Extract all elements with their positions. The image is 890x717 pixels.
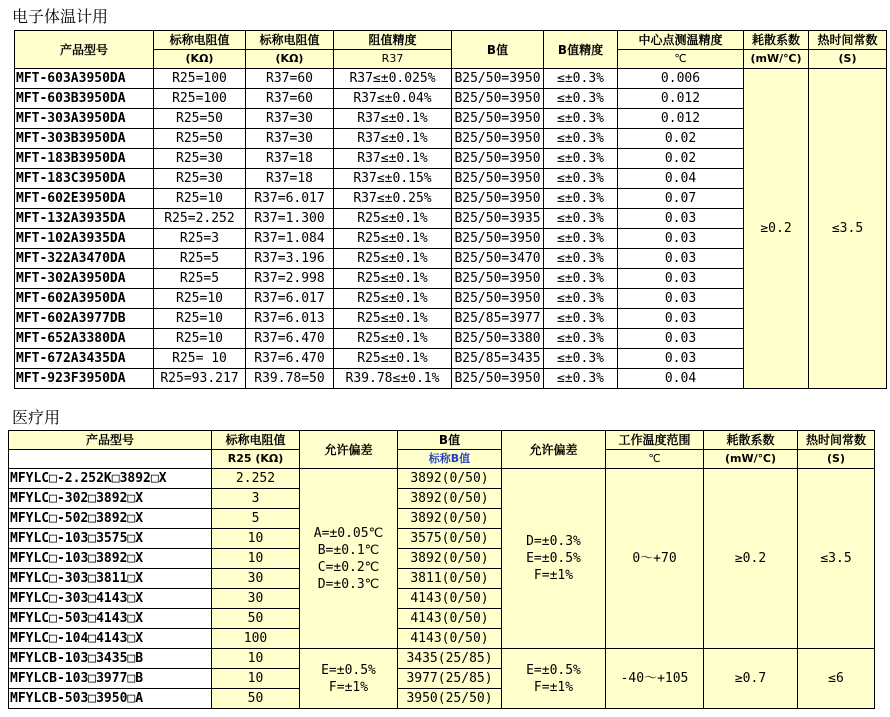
b-accuracy-cell: ≤±0.3% xyxy=(544,129,618,149)
r-accuracy-cell: R37≤±0.1% xyxy=(334,109,452,129)
center-accuracy-cell: 0.03 xyxy=(618,309,744,329)
center-accuracy-cell: 0.03 xyxy=(618,349,744,369)
r37-cell: R37=6.017 xyxy=(246,189,334,209)
b-value-cell: B25/50=3950 xyxy=(452,229,544,249)
b-accuracy-cell: ≤±0.3% xyxy=(544,169,618,189)
nominal-r-cell: 2.252 xyxy=(212,469,300,489)
subheader-r37: R37 xyxy=(334,50,452,69)
dissipation-cell: ≥0.2 xyxy=(704,469,798,649)
dissipation-cell: ≥0.7 xyxy=(704,649,798,709)
r-accuracy-cell: R37≤±0.25% xyxy=(334,189,452,209)
r37-cell: R37=30 xyxy=(246,129,334,149)
tolerance-cell xyxy=(300,469,398,649)
r-accuracy-cell: R25≤±0.1% xyxy=(334,249,452,269)
model-cell: MFT-652A3380DA xyxy=(15,329,154,349)
b-value-cell: B25/50=3950 xyxy=(452,149,544,169)
model-cell: MFT-602E3950DA xyxy=(15,189,154,209)
b-accuracy-cell: ≤±0.3% xyxy=(544,209,618,229)
subheader-unit-s: (S) xyxy=(798,450,875,469)
model-cell: MFT-183B3950DA xyxy=(15,149,154,169)
center-accuracy-cell: 0.03 xyxy=(618,249,744,269)
model-cell: MFT-132A3935DA xyxy=(15,209,154,229)
model-cell: MFYLC□-302□3892□X xyxy=(9,489,212,509)
model-cell: MFT-602A3977DB xyxy=(15,309,154,329)
center-accuracy-cell: 0.04 xyxy=(618,169,744,189)
temp-range-cell: 0～+70 xyxy=(606,469,704,649)
b-value-cell: 3977(25/85) xyxy=(398,669,502,689)
b-value-cell: B25/50=3950 xyxy=(452,289,544,309)
r-accuracy-cell: R37≤±0.04% xyxy=(334,89,452,109)
center-accuracy-cell: 0.04 xyxy=(618,369,744,389)
nominal-r-cell: 100 xyxy=(212,629,300,649)
table-row xyxy=(9,469,875,489)
nominal-r-cell: R25=10 xyxy=(154,289,246,309)
nominal-r-cell: R25=5 xyxy=(154,269,246,289)
subheader-nominal-b: 标称B值 xyxy=(398,450,502,469)
r37-cell: R37=6.470 xyxy=(246,349,334,369)
nominal-r-cell: 30 xyxy=(212,589,300,609)
subheader-unit-kohm: (KΩ) xyxy=(246,50,334,69)
nominal-r-cell: R25=10 xyxy=(154,309,246,329)
b-accuracy-cell: ≤±0.3% xyxy=(544,89,618,109)
time-constant-cell: ≤6 xyxy=(798,649,875,709)
b-value-cell: 3892(0/50) xyxy=(398,469,502,489)
col-header-b-value: B值 xyxy=(452,31,544,69)
model-cell: MFYLC□-103□3575□X xyxy=(9,529,212,549)
nominal-r-cell: 30 xyxy=(212,569,300,589)
b-value-cell: 3892(0/50) xyxy=(398,549,502,569)
r-accuracy-cell: R39.78≤±0.1% xyxy=(334,369,452,389)
r-accuracy-cell: R37≤±0.1% xyxy=(334,129,452,149)
b-value-cell: 3575(0/50) xyxy=(398,529,502,549)
nominal-r-cell: R25=50 xyxy=(154,129,246,149)
b-value-cell: B25/50=3470 xyxy=(452,249,544,269)
b-accuracy-cell: ≤±0.3% xyxy=(544,69,618,89)
nominal-r-cell: 50 xyxy=(212,689,300,709)
r37-cell: R37=1.084 xyxy=(246,229,334,249)
tolerance-line: B=±0.1℃ xyxy=(317,542,380,558)
model-cell: MFYLC□-2.252K□3892□X xyxy=(9,469,212,489)
b-value-cell: B25/50=3950 xyxy=(452,69,544,89)
section-title-thermometer: 电子体温计用 xyxy=(12,7,109,26)
model-cell: MFT-602A3950DA xyxy=(15,289,154,309)
center-accuracy-cell: 0.006 xyxy=(618,69,744,89)
col-header-center-accuracy: 中心点测温精度 xyxy=(618,31,744,50)
nominal-r-cell: 10 xyxy=(212,549,300,569)
r-accuracy-cell: R25≤±0.1% xyxy=(334,329,452,349)
time-constant-cell: ≤3.5 xyxy=(809,69,887,389)
model-cell: MFT-603A3950DA xyxy=(15,69,154,89)
b-value-cell: 3950(25/50) xyxy=(398,689,502,709)
b-value-cell: 4143(0/50) xyxy=(398,589,502,609)
b-tolerance-cell xyxy=(502,469,606,649)
r37-cell: R37=2.998 xyxy=(246,269,334,289)
r37-cell: R37=6.013 xyxy=(246,309,334,329)
center-accuracy-cell: 0.03 xyxy=(618,289,744,309)
section-title-medical: 医疗用 xyxy=(12,408,61,427)
nominal-r-cell: R25=50 xyxy=(154,109,246,129)
nominal-r-cell: 10 xyxy=(212,669,300,689)
temp-range-cell: -40～+105 xyxy=(606,649,704,709)
model-cell: MFT-303B3950DA xyxy=(15,129,154,149)
col-header-model: 产品型号 xyxy=(15,31,154,69)
col-header-nominal-r: 标称电阻值 xyxy=(212,431,300,450)
r-accuracy-cell: R37≤±0.1% xyxy=(334,149,452,169)
model-cell: MFT-303A3950DA xyxy=(15,109,154,129)
b-accuracy-cell: ≤±0.3% xyxy=(544,109,618,129)
col-header-b-accuracy: B值精度 xyxy=(544,31,618,69)
col-header-temp-range: 工作温度范围 xyxy=(606,431,704,450)
b-value-cell: B25/50=3950 xyxy=(452,369,544,389)
model-cell: MFT-923F3950DA xyxy=(15,369,154,389)
b-accuracy-cell: ≤±0.3% xyxy=(544,149,618,169)
center-accuracy-cell: 0.03 xyxy=(618,229,744,249)
subheader-unit-mw: (mW/℃) xyxy=(744,50,809,69)
b-accuracy-cell: ≤±0.3% xyxy=(544,249,618,269)
center-accuracy-cell: 0.03 xyxy=(618,329,744,349)
nominal-r-cell: R25=10 xyxy=(154,189,246,209)
r-accuracy-cell: R37≤±0.15% xyxy=(334,169,452,189)
b-value-cell: B25/50=3935 xyxy=(452,209,544,229)
model-cell: MFYLC□-502□3892□X xyxy=(9,509,212,529)
nominal-r-cell: R25= 10 xyxy=(154,349,246,369)
r-accuracy-cell: R25≤±0.1% xyxy=(334,269,452,289)
b-tolerance-line: E=±0.5% xyxy=(526,662,581,678)
subheader-unit-s: (S) xyxy=(809,50,887,69)
r-accuracy-cell: R25≤±0.1% xyxy=(334,289,452,309)
center-accuracy-cell: 0.03 xyxy=(618,209,744,229)
r37-cell: R37=3.196 xyxy=(246,249,334,269)
b-tolerance-line: F=±1% xyxy=(533,679,574,695)
r-accuracy-cell: R25≤±0.1% xyxy=(334,229,452,249)
b-value-cell: B25/50=3380 xyxy=(452,329,544,349)
b-value-cell: B25/50=3950 xyxy=(452,89,544,109)
b-value-cell: 4143(0/50) xyxy=(398,629,502,649)
subheader-unit-mw: (mW/℃) xyxy=(704,450,798,469)
b-tolerance-cell xyxy=(502,649,606,709)
nominal-r-cell: R25=30 xyxy=(154,149,246,169)
center-accuracy-cell: 0.07 xyxy=(618,189,744,209)
col-header-time-constant: 热时间常数 xyxy=(809,31,887,50)
b-accuracy-cell: ≤±0.3% xyxy=(544,349,618,369)
nominal-r-cell: 10 xyxy=(212,649,300,669)
col-header-time-constant: 热时间常数 xyxy=(798,431,875,450)
col-header-r-accuracy: 阻值精度 xyxy=(334,31,452,50)
b-value-cell: B25/85=3977 xyxy=(452,309,544,329)
medical-spec-table xyxy=(8,430,875,709)
col-header-tolerance: 允许偏差 xyxy=(300,431,398,469)
b-value-cell: B25/85=3435 xyxy=(452,349,544,369)
model-cell: MFT-102A3935DA xyxy=(15,229,154,249)
model-cell: MFYLCB-503□3950□A xyxy=(9,689,212,709)
model-cell: MFYLC□-303□4143□X xyxy=(9,589,212,609)
model-cell: MFYLCB-103□3435□B xyxy=(9,649,212,669)
b-value-cell: B25/50=3950 xyxy=(452,269,544,289)
model-cell: MFT-302A3950DA xyxy=(15,269,154,289)
r37-cell: R37=30 xyxy=(246,109,334,129)
subheader-r25-kohm: R25 (KΩ) xyxy=(212,450,300,469)
tolerance-line: E=±0.5% xyxy=(321,662,376,678)
b-value-cell: B25/50=3950 xyxy=(452,109,544,129)
r37-cell: R37=60 xyxy=(246,69,334,89)
model-cell: MFT-672A3435DA xyxy=(15,349,154,369)
r-accuracy-cell: R25≤±0.1% xyxy=(334,349,452,369)
subheader-unit-kohm: (KΩ) xyxy=(154,50,246,69)
b-accuracy-cell: ≤±0.3% xyxy=(544,269,618,289)
model-cell: MFYLC□-103□3892□X xyxy=(9,549,212,569)
table-row xyxy=(9,649,875,669)
time-constant-cell: ≤3.5 xyxy=(798,469,875,649)
b-value-cell: 3435(25/85) xyxy=(398,649,502,669)
model-cell: MFT-322A3470DA xyxy=(15,249,154,269)
col-header-dissipation: 耗散系数 xyxy=(704,431,798,450)
b-value-cell: 4143(0/50) xyxy=(398,609,502,629)
nominal-r-cell: R25=10 xyxy=(154,329,246,349)
nominal-r-cell: R25=93.217 xyxy=(154,369,246,389)
b-value-cell: 3892(0/50) xyxy=(398,489,502,509)
model-cell: MFT-603B3950DA xyxy=(15,89,154,109)
tolerance-line: F=±1% xyxy=(328,679,369,695)
nominal-r-cell: R25=30 xyxy=(154,169,246,189)
nominal-r-cell: 10 xyxy=(212,529,300,549)
b-accuracy-cell: ≤±0.3% xyxy=(544,369,618,389)
nominal-r-cell: 5 xyxy=(212,509,300,529)
nominal-r-cell: R25=2.252 xyxy=(154,209,246,229)
b-tolerance-line: F=±1% xyxy=(533,568,574,583)
b-value-cell: B25/50=3950 xyxy=(452,129,544,149)
model-cell: MFYLC□-503□4143□X xyxy=(9,609,212,629)
model-cell: MFYLC□-303□3811□X xyxy=(9,569,212,589)
tolerance-cell xyxy=(300,649,398,709)
r37-cell: R37=6.017 xyxy=(246,289,334,309)
b-accuracy-cell: ≤±0.3% xyxy=(544,189,618,209)
dissipation-cell: ≥0.2 xyxy=(744,69,809,389)
center-accuracy-cell: 0.02 xyxy=(618,149,744,169)
thermometer-spec-table xyxy=(14,30,887,389)
nominal-r-cell: R25=5 xyxy=(154,249,246,269)
subheader-celsius: ℃ xyxy=(618,50,744,69)
r37-cell: R37=18 xyxy=(246,169,334,189)
b-value-cell: 3892(0/50) xyxy=(398,509,502,529)
b-tolerance-line: D=±0.3% xyxy=(526,534,581,549)
nominal-r-cell: 50 xyxy=(212,609,300,629)
r-accuracy-cell: R25≤±0.1% xyxy=(334,209,452,229)
model-cell: MFYLCB-103□3977□B xyxy=(9,669,212,689)
col-header-dissipation: 耗散系数 xyxy=(744,31,809,50)
b-accuracy-cell: ≤±0.3% xyxy=(544,229,618,249)
b-value-cell: B25/50=3950 xyxy=(452,189,544,209)
r-accuracy-cell: R25≤±0.1% xyxy=(334,309,452,329)
b-accuracy-cell: ≤±0.3% xyxy=(544,289,618,309)
tolerance-line: A=±0.05℃ xyxy=(313,525,384,541)
r37-cell: R37=60 xyxy=(246,89,334,109)
nominal-r-cell: 3 xyxy=(212,489,300,509)
center-accuracy-cell: 0.02 xyxy=(618,129,744,149)
subheader-empty xyxy=(9,450,212,469)
nominal-r-cell: R25=3 xyxy=(154,229,246,249)
tolerance-line: D=±0.3℃ xyxy=(317,576,380,592)
r37-cell: R37=6.470 xyxy=(246,329,334,349)
col-header-nominal-r: 标称电阻值 xyxy=(154,31,246,50)
b-accuracy-cell: ≤±0.3% xyxy=(544,329,618,349)
b-accuracy-cell: ≤±0.3% xyxy=(544,309,618,329)
col-header-model: 产品型号 xyxy=(9,431,212,450)
model-cell: MFYLC□-104□4143□X xyxy=(9,629,212,649)
col-header-b-value: B值 xyxy=(398,431,502,450)
center-accuracy-cell: 0.012 xyxy=(618,89,744,109)
col-header-b-tolerance: 允许偏差 xyxy=(502,431,606,469)
table-row xyxy=(15,69,887,89)
model-cell: MFT-183C3950DA xyxy=(15,169,154,189)
col-header-nominal-r37: 标称电阻值 xyxy=(246,31,334,50)
r37-cell: R39.78=50 xyxy=(246,369,334,389)
nominal-r-cell: R25=100 xyxy=(154,69,246,89)
center-accuracy-cell: 0.03 xyxy=(618,269,744,289)
b-tolerance-line: E=±0.5% xyxy=(526,551,581,566)
r37-cell: R37=1.300 xyxy=(246,209,334,229)
b-value-cell: B25/50=3950 xyxy=(452,169,544,189)
r37-cell: R37=18 xyxy=(246,149,334,169)
subheader-celsius: ℃ xyxy=(606,450,704,469)
center-accuracy-cell: 0.012 xyxy=(618,109,744,129)
nominal-r-cell: R25=100 xyxy=(154,89,246,109)
r-accuracy-cell: R37≤±0.025% xyxy=(334,69,452,89)
b-value-cell: 3811(0/50) xyxy=(398,569,502,589)
tolerance-line: C=±0.2℃ xyxy=(317,559,380,575)
